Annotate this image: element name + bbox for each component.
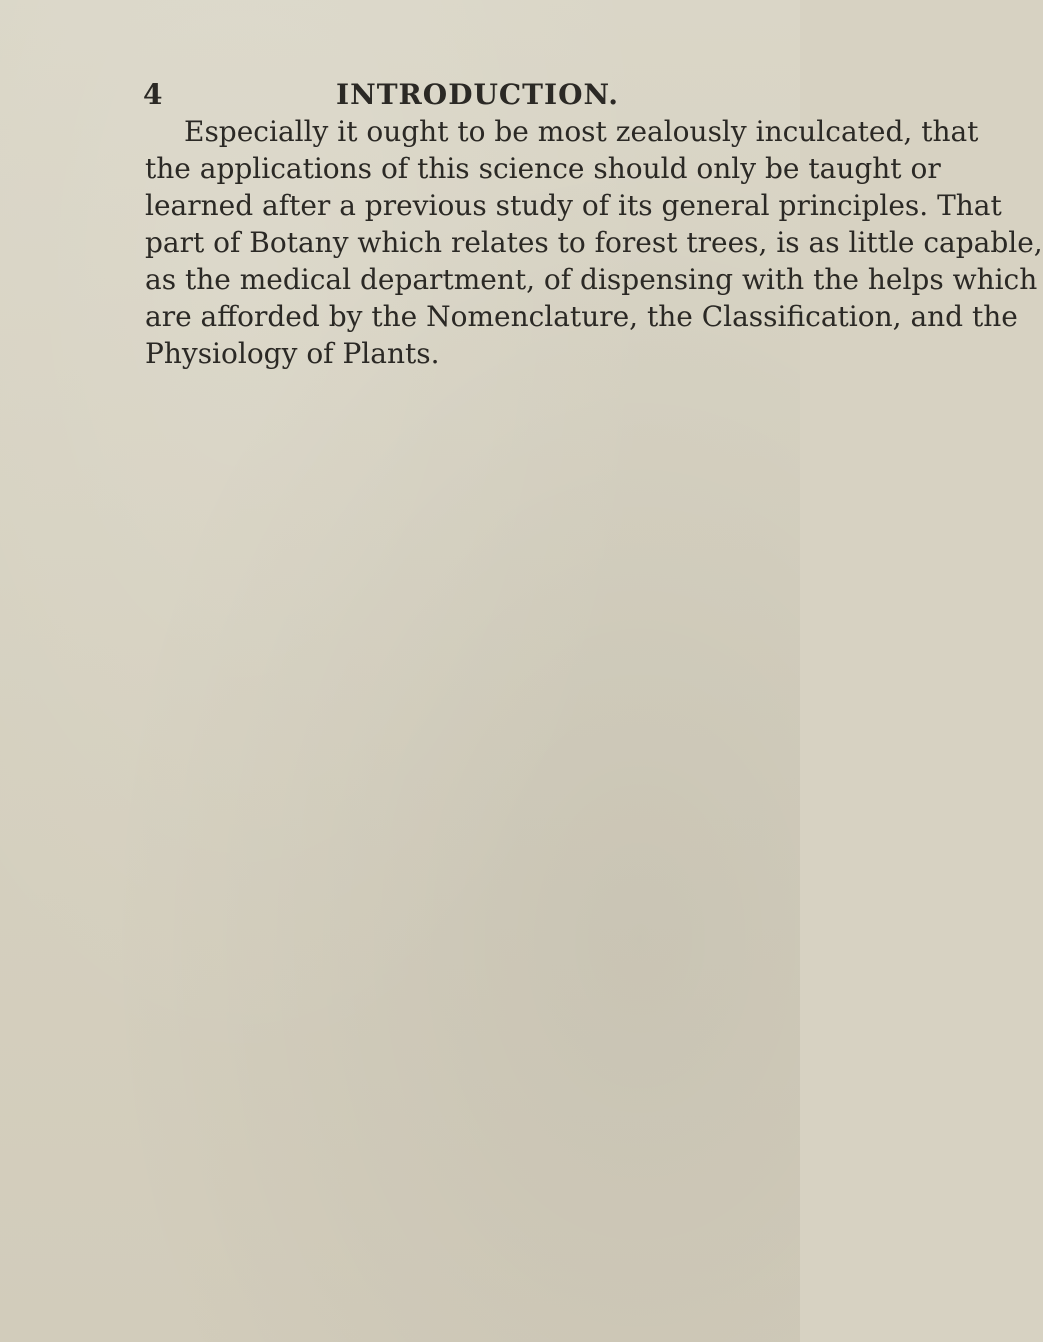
page-number: 4 xyxy=(143,78,163,111)
running-head: INTRODUCTION. xyxy=(336,78,620,111)
paragraph-line: are afforded by the Nomenclature, the Classification, and the xyxy=(145,300,1018,333)
paragraph-line: learned after a previous study of its general principles. That xyxy=(145,189,1002,222)
paragraph-line: Especially it ought to be most zealously inculcated, that xyxy=(184,115,979,148)
body-paragraph xyxy=(145,113,1043,372)
paragraph-line: part of Botany which relates to forest trees, is as little capable, xyxy=(145,226,1043,259)
paragraph-line: as the medical department, of dispensing with the helps which xyxy=(145,263,1038,296)
paragraph-line: Physiology of Plants. xyxy=(145,337,440,370)
page-header xyxy=(0,78,800,112)
paragraph-line: the applications of this science should only be taught or xyxy=(145,152,941,185)
